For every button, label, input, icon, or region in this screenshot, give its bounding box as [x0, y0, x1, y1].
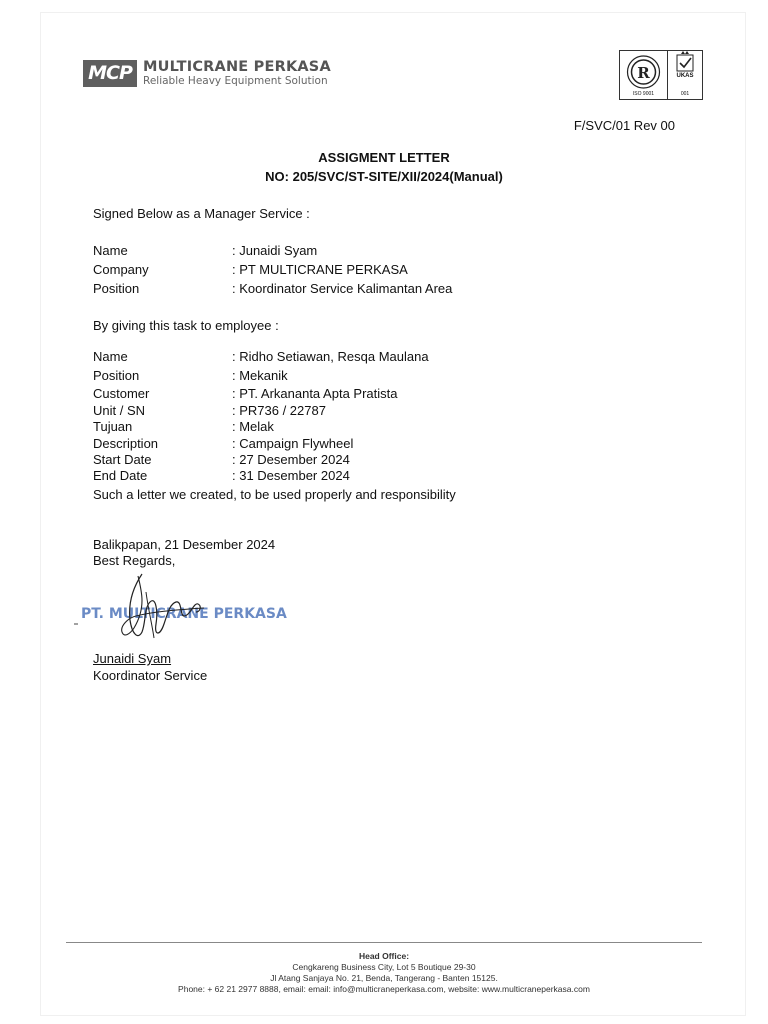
field-value: : PT MULTICRANE PERKASA: [232, 262, 408, 277]
logo-mark: MCP: [83, 60, 137, 87]
place-date: Balikpapan, 21 Desember 2024: [93, 537, 276, 552]
certification-badge: [619, 50, 703, 100]
logo-tagline: Reliable Heavy Equipment Solution: [143, 74, 328, 87]
signer-title: Koordinator Service: [93, 668, 208, 683]
field-label: Start Date: [93, 452, 152, 467]
footer-divider: [66, 942, 702, 943]
manager-row: [93, 262, 408, 277]
field-label: Description: [93, 436, 159, 451]
footer-heading: Head Office:: [358, 951, 410, 961]
field-label: Name: [93, 349, 128, 364]
field-label: End Date: [93, 468, 148, 483]
field-label: Position: [93, 368, 140, 383]
field-label: Company: [93, 262, 149, 277]
field-label: Customer: [93, 386, 150, 401]
field-value: : Mekanik: [232, 368, 288, 383]
signer-name: Junaidi Syam: [93, 651, 172, 666]
field-value: : PR736 / 22787: [232, 403, 326, 418]
intro-line: Signed Below as a Manager Service :: [93, 206, 310, 221]
ukas-cert-icon: [668, 51, 702, 99]
field-value: : Junaidi Syam: [232, 243, 318, 258]
employee-row: [93, 419, 274, 434]
manager-row: [93, 243, 317, 258]
company-stamp: PT. MULTICRANE PERKASA: [81, 606, 287, 622]
signature-mark: [72, 572, 262, 644]
employee-row: [93, 368, 288, 383]
field-value: : 31 Desember 2024: [232, 468, 350, 483]
closing-line: Such a letter we created, to be used properly and responsibility: [93, 487, 456, 502]
field-value: : PT. Arkananta Apta Pratista: [232, 386, 398, 401]
iso-cert-icon: [620, 51, 668, 99]
field-label: Tujuan: [93, 419, 133, 434]
field-label: Position: [93, 281, 140, 296]
employee-row: [93, 436, 353, 451]
footer-address-1: Cengkareng Business City, Lot 5 Boutique 29-30: [292, 962, 476, 972]
field-value: : 27 Desember 2024: [232, 452, 350, 467]
employee-row: [93, 452, 350, 467]
letter-title: ASSIGMENT LETTER: [318, 150, 450, 165]
footer-address-2: Jl Atang Sanjaya No. 21, Benda, Tangerang - Banten 15125.: [270, 973, 498, 983]
ukas-label: UKAS: [676, 73, 694, 79]
employee-row: [93, 386, 397, 401]
field-value: : Melak: [232, 419, 274, 434]
footer-contact: Phone: + 62 21 2977 8888, email: email: info@multicraneperkasa.com, website: www.multicraneperkasa.com: [178, 984, 590, 994]
svg-text:R: R: [637, 64, 650, 82]
form-reference: F/SVC/01 Rev 00: [573, 118, 675, 133]
company-logo: [83, 58, 331, 88]
regards-line: Best Regards,: [93, 553, 176, 568]
field-label: Unit / SN: [93, 403, 146, 418]
field-value: : Campaign Flywheel: [232, 436, 354, 451]
employee-row: [93, 349, 429, 364]
field-value: : Ridho Setiawan, Resqa Maulana: [232, 349, 429, 364]
manager-row: [93, 281, 452, 296]
employee-row: [93, 403, 326, 418]
iso-label: ISO 9001: [632, 91, 655, 97]
field-value: : Koordinator Service Kalimantan Area: [232, 281, 453, 296]
logo-company-name: MULTICRANE PERKASA: [143, 58, 331, 75]
task-intro-line: By giving this task to employee :: [93, 318, 279, 333]
logo-text: [143, 60, 331, 87]
letter-number: NO: 205/SVC/ST-SITE/XII/2024(Manual): [265, 169, 503, 184]
employee-row: [93, 468, 350, 483]
field-label: Name: [93, 243, 128, 258]
ukas-number: 001: [680, 91, 690, 97]
